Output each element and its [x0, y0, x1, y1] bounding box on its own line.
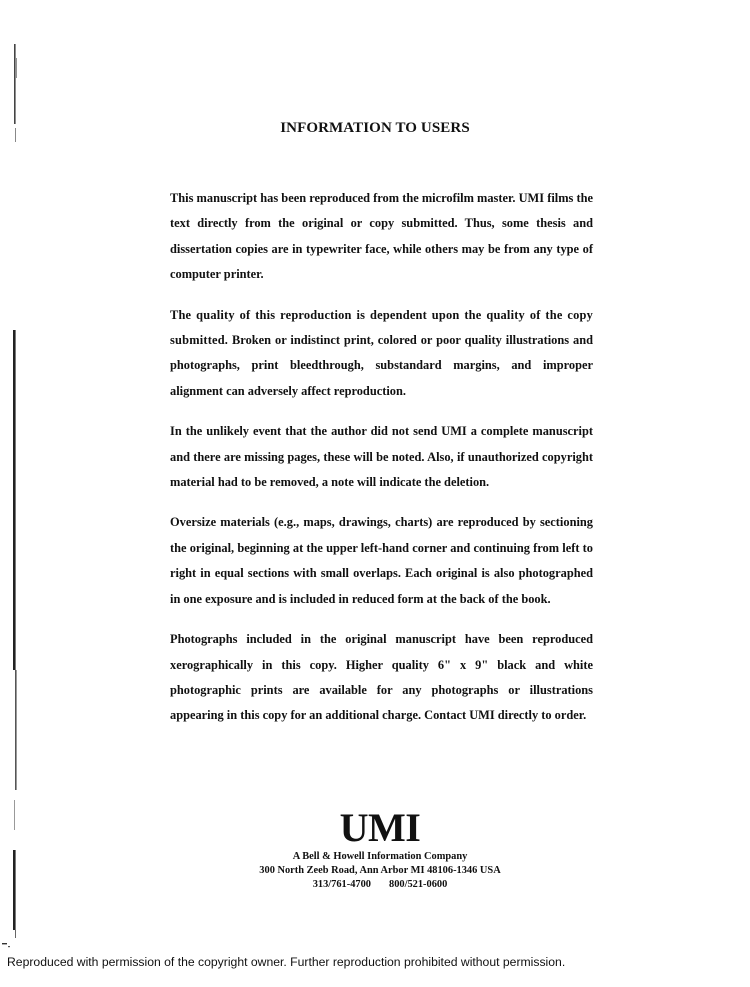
publisher-block [0, 806, 750, 892]
paragraph-missing-pages: In the unlikely event that the author did not send UMI a complete manuscript and there are missing pages, these will be noted. Also, if unauthorized copyright material had to be removed, a note will indicate the deletion. [170, 424, 593, 490]
publisher-phone-local: 313/761-4700 [312, 879, 371, 890]
publisher-phone-tollfree: 800/521-0600 [389, 879, 448, 890]
publisher-address: 300 North Zeeb Road, Ann Arbor MI 48106-1346 USA [259, 865, 501, 876]
publisher-tagline: A Bell & Howell Information Company [292, 851, 468, 862]
paragraph-photographs: Photographs included in the original manuscript have been reproduced xerographically in this copy. Higher quality 6" x 9" black and white photographic prints are available for any photographs or illustrations appearing in this copy for an additional charge. Contact UMI directly to order. [170, 632, 593, 723]
paragraph-reproduction-source: This manuscript has been reproduced from the microfilm master. UMI films the text directly from the original or copy submitted. Thus, some thesis and dissertation copies are in typewriter face, while others may be from any type of computer printer. [170, 191, 593, 282]
copyright-footer: Reproduced with permission of the copyright owner. Further reproduction prohibited without permission. [7, 955, 566, 969]
quality-rest: Broken or indistinct print, colored or poor quality illustrations and photographs, print bleedthrough, substandard margins, and improper alignment can adversely affect reproduction. [170, 333, 593, 398]
paragraph-quality [170, 303, 593, 405]
umi-logo: UMI [339, 805, 421, 850]
paragraph-oversize-materials: Oversize materials (e.g., maps, drawings, charts) are reproduced by sectioning the original, beginning at the upper left-hand corner and continuing from left to right in equal sections with small overlaps. Each original is also photographed in one exposure and is included in reduced form at the back of the book. [170, 515, 593, 606]
page-title: INFORMATION TO USERS [280, 120, 470, 136]
quality-lead: The quality of this reproduction is dependent upon the quality of the copy submitted. [170, 307, 593, 348]
notice-body [170, 186, 593, 744]
publisher-phones [0, 878, 750, 892]
